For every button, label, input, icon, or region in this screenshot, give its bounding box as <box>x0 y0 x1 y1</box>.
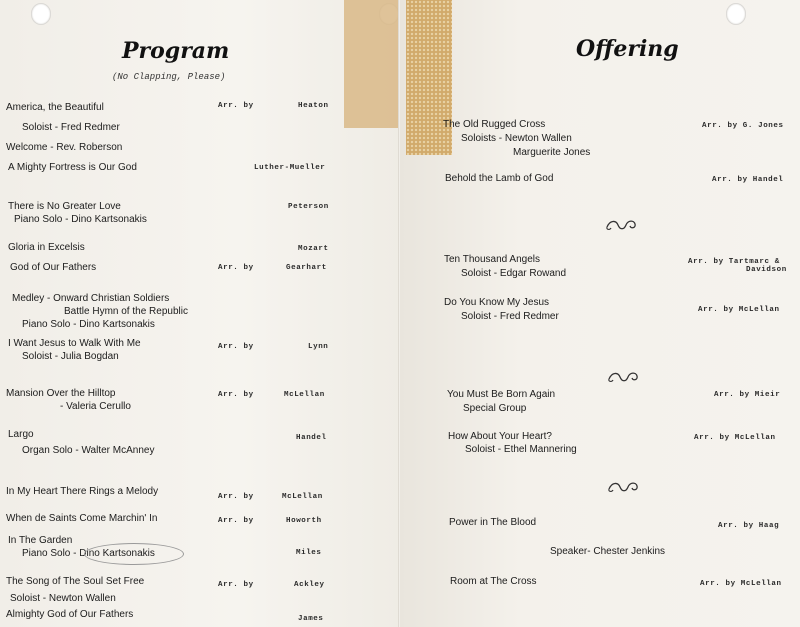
program-item-title: I Want Jesus to Walk With Me <box>8 338 141 349</box>
offering-title: Offering <box>576 36 679 62</box>
program-item-title: Almighty God of Our Fathers <box>6 609 134 620</box>
composer-name: Miles <box>296 549 322 557</box>
program-item-title: There is No Greater Love <box>8 201 121 212</box>
arranger-label-continued: Davidson <box>746 266 787 274</box>
arranger-label: Arr. by Haag <box>718 522 780 530</box>
composer-name: Peterson <box>288 203 329 211</box>
performer-line: Soloist - Fred Redmer <box>22 122 120 133</box>
arranger-label: Arr. by <box>218 581 254 589</box>
performer-line: - Valeria Cerullo <box>60 401 131 412</box>
offering-item-title: The Old Rugged Cross <box>443 119 546 130</box>
flourish-ornament-icon <box>606 480 640 494</box>
program-item-title: The Song of The Soul Set Free <box>6 576 145 587</box>
program-item-title: Medley - Onward Christian Soldiers <box>12 293 170 304</box>
composer-name: Gearhart <box>286 264 327 272</box>
arranger-label: Arr. by <box>218 102 254 110</box>
program-item-title: Mansion Over the Hilltop <box>6 388 116 399</box>
offering-item-title: How About Your Heart? <box>448 431 552 442</box>
arranger-label: Arr. by McLellan <box>698 306 780 314</box>
arranger-label: Arr. by <box>218 517 254 525</box>
composer-name: McLellan <box>282 493 323 501</box>
program-item-title: God of Our Fathers <box>10 262 97 273</box>
performer-line: Piano Solo - Dino Kartsonakis <box>22 548 155 559</box>
program-item-title: In My Heart There Rings a Melody <box>6 486 159 497</box>
offering-page <box>400 0 800 627</box>
program-title: Program <box>122 38 230 64</box>
arranger-label: Arr. by <box>218 493 254 501</box>
tape-strip <box>344 0 400 128</box>
composer-name: James <box>298 615 324 623</box>
performer-line: Piano Solo - Dino Kartsonakis <box>22 319 155 330</box>
offering-item-title: Do You Know My Jesus <box>444 297 550 308</box>
offering-item-title: Power in The Blood <box>449 517 537 528</box>
performer-line: Organ Solo - Walter McAnney <box>22 445 155 456</box>
arranger-label: Arr. by <box>218 264 254 272</box>
punch-hole <box>31 3 51 25</box>
speaker-line: Speaker- Chester Jenkins <box>550 546 666 557</box>
performer-line: Soloist - Newton Wallen <box>10 593 116 604</box>
flourish-ornament-icon <box>606 370 640 384</box>
performer-line: Soloists - Newton Wallen <box>461 133 572 144</box>
performer-line: Marguerite Jones <box>513 147 591 158</box>
offering-item-title: Ten Thousand Angels <box>444 254 541 265</box>
flourish-ornament-icon <box>604 218 638 232</box>
arranger-label: Arr. by Tartmarc & <box>688 258 780 266</box>
program-item-title: A Mighty Fortress is Our God <box>8 162 137 173</box>
composer-name: Heaton <box>298 102 329 110</box>
composer-name: Luther-Mueller <box>254 164 326 172</box>
program-item-title: In The Garden <box>8 535 73 546</box>
tape-strip <box>406 0 452 155</box>
arranger-label: Arr. by G. Jones <box>702 122 784 130</box>
program-item-title: When de Saints Come Marchin' In <box>6 513 158 524</box>
composer-name: Mozart <box>298 245 329 253</box>
performer-line: Soloist - Julia Bogdan <box>22 351 119 362</box>
offering-item-title: Behold the Lamb of God <box>445 173 554 184</box>
offering-item-title: You Must Be Born Again <box>447 389 556 400</box>
performer-line: Piano Solo - Dino Kartsonakis <box>14 214 147 225</box>
program-item-title: Gloria in Excelsis <box>8 242 85 253</box>
punch-hole <box>726 3 746 25</box>
arranger-label: Arr. by McLellan <box>694 434 776 442</box>
arranger-label: Arr. by McLellan <box>700 580 782 588</box>
program-item-title: Welcome - Rev. Roberson <box>6 142 123 153</box>
composer-name: Lynn <box>308 343 329 351</box>
program-item-title: Largo <box>8 429 34 440</box>
composer-name: Handel <box>296 434 327 442</box>
performer-line: Special Group <box>463 403 527 414</box>
arranger-label: Arr. by <box>218 391 254 399</box>
program-subtitle: (No Clapping, Please) <box>112 72 226 82</box>
offering-item-title: Room at The Cross <box>450 576 537 587</box>
performer-line: Soloist - Ethel Mannering <box>465 444 577 455</box>
performer-line: Soloist - Fred Redmer <box>461 311 559 322</box>
arranger-label: Arr. by Mieir <box>714 391 781 399</box>
performer-line: Soloist - Edgar Rowand <box>461 268 567 279</box>
arranger-label: Arr. by <box>218 343 254 351</box>
program-item-subline: Battle Hymn of the Republic <box>64 306 188 317</box>
composer-name: McLellan <box>284 391 325 399</box>
composer-name: Howorth <box>286 517 322 525</box>
pencil-circle <box>84 543 184 565</box>
arranger-label: Arr. by Handel <box>712 176 784 184</box>
program-item-title: America, the Beautiful <box>6 102 104 113</box>
composer-name: Ackley <box>294 581 325 589</box>
